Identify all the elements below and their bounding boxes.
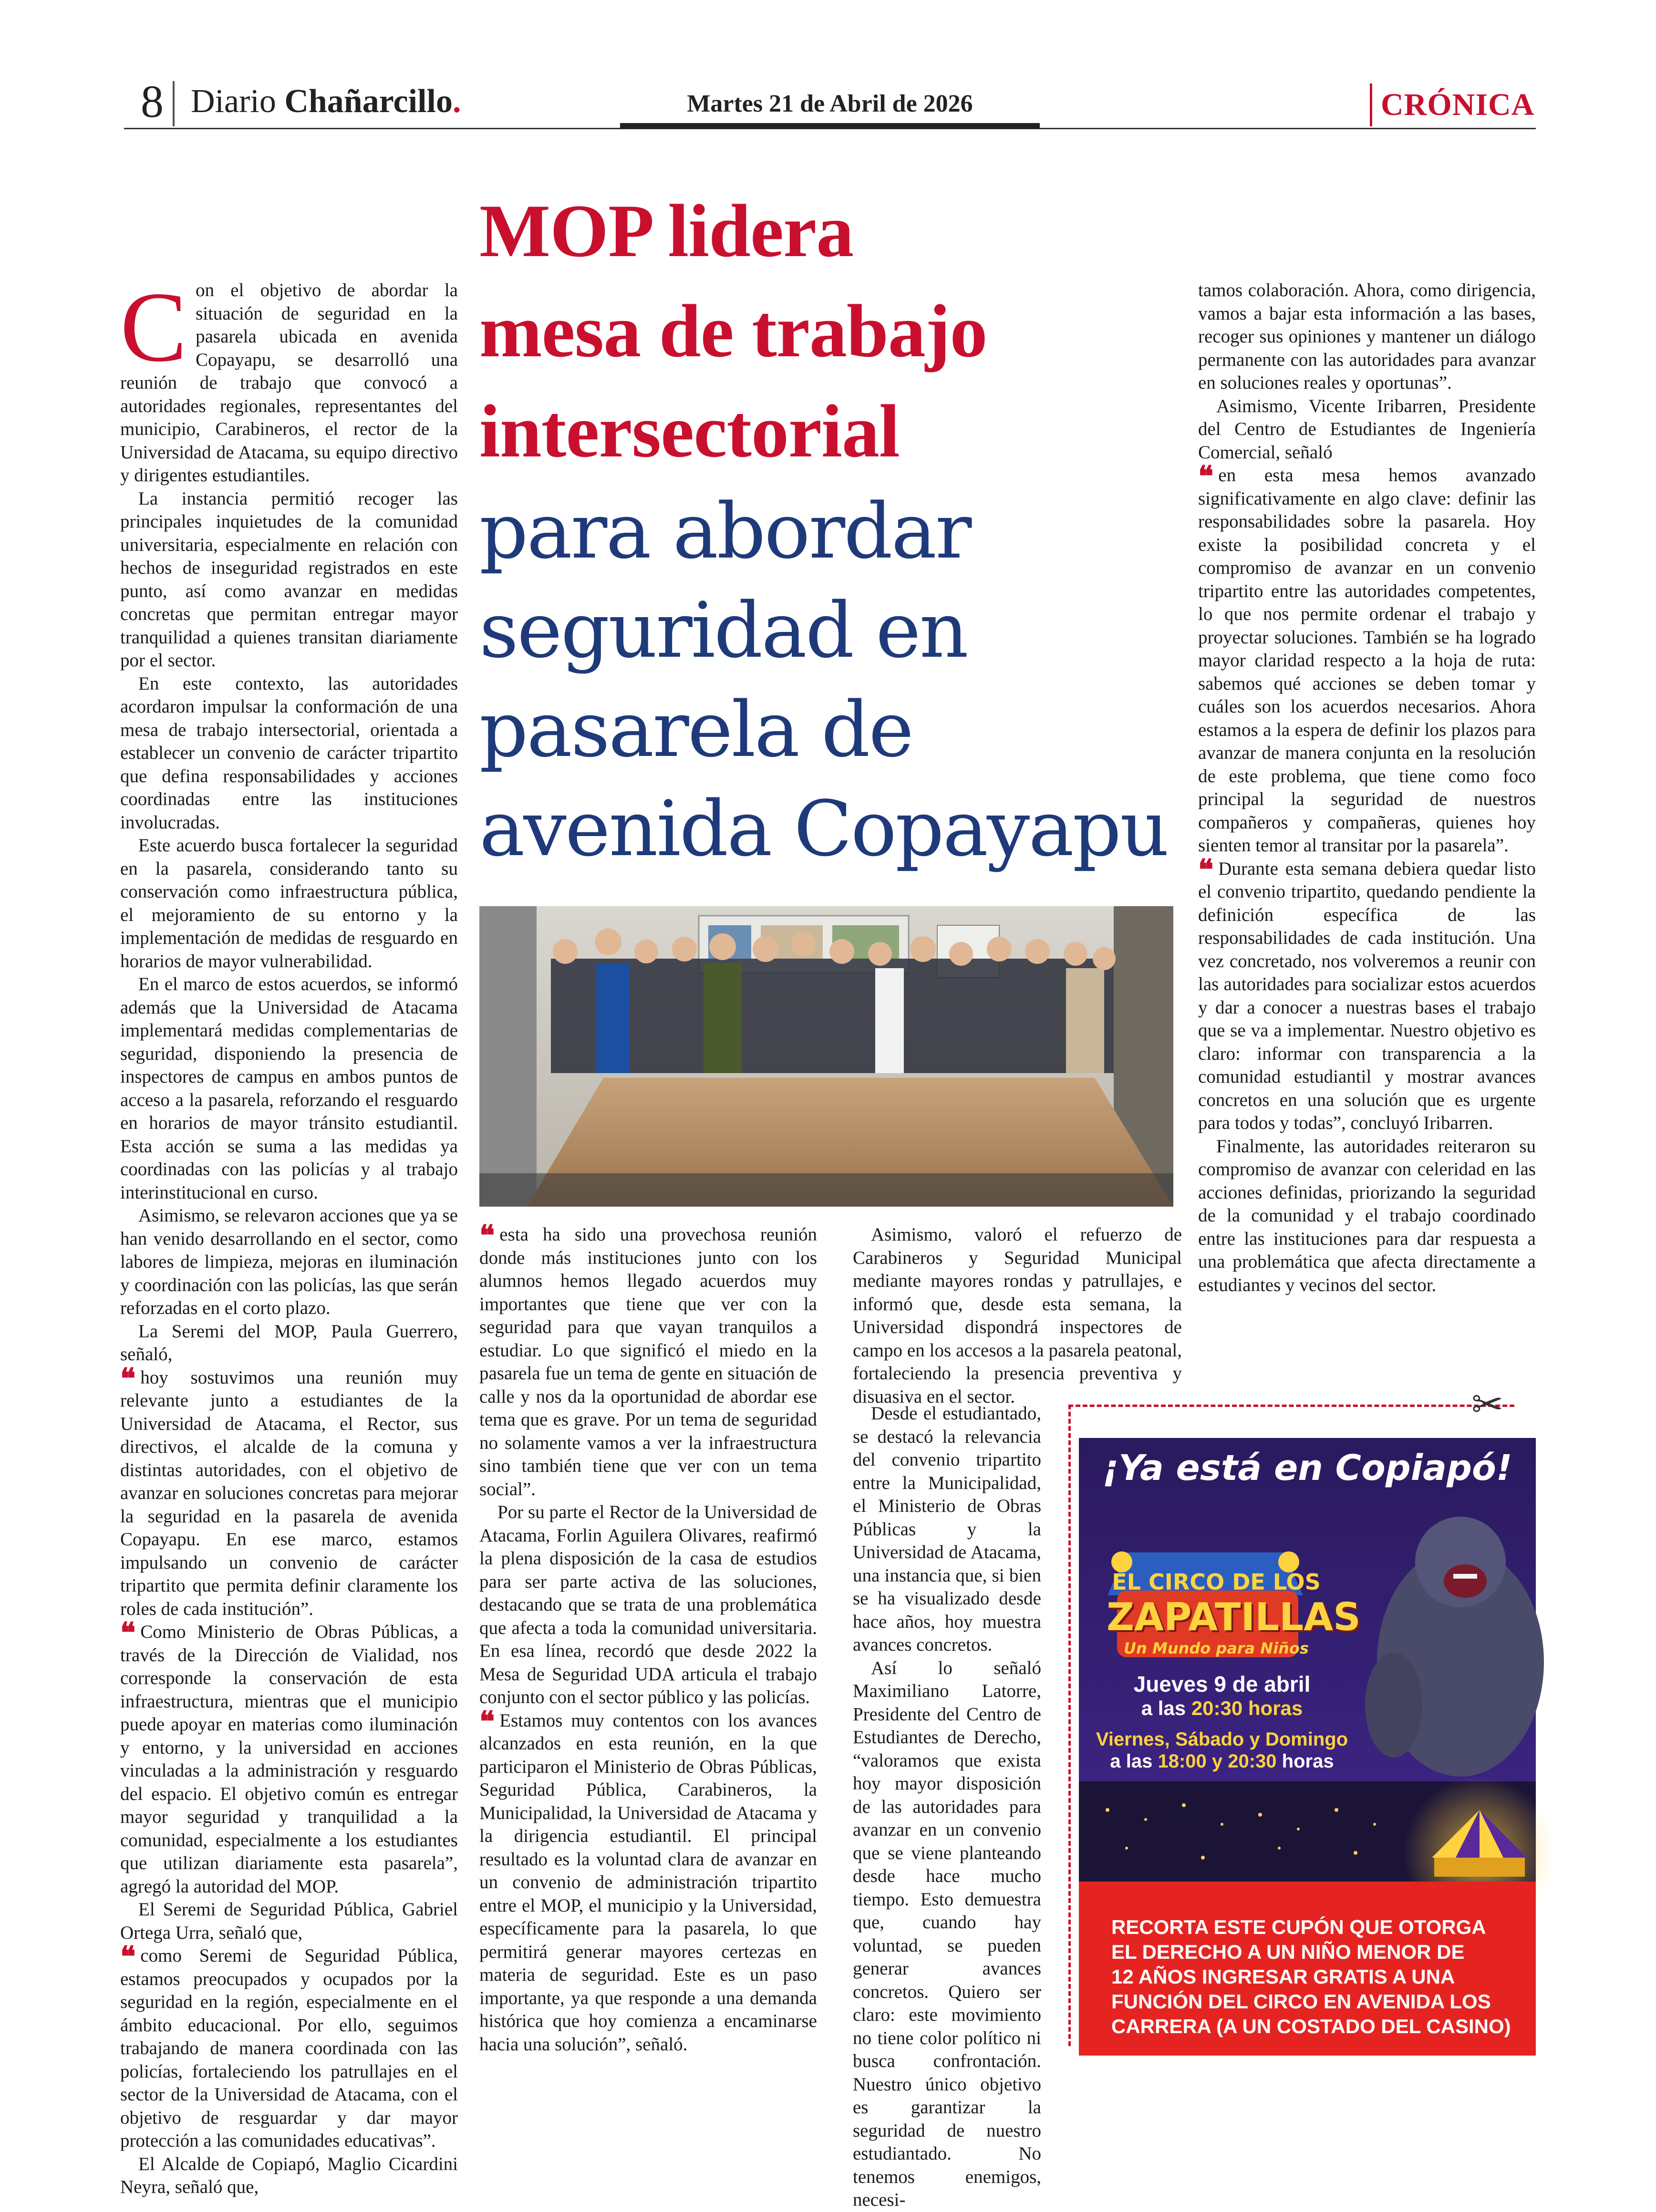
article-paragraph: El Alcalde de Copiapó, Maglio Cicardini Neyra, señaló que,	[120, 2153, 458, 2197]
section-divider	[1370, 83, 1372, 126]
quote-paragraph	[1198, 853, 1536, 1135]
quote-mark-icon: ❝	[120, 1940, 136, 1974]
quote-text: Estamos muy contentos con los avances alcanzados en esta reunión, en la que participaron el Ministerio de Obras Públicas, Seguridad Pública, Carabineros, la Municipalidad, la Universidad de Atacama y la dirigencia estudiantil. El principal resultado es la voluntad clara de avanzar en un convenio de administración tripartito entre el MOP, el municipio y la Universidad, específicamente para la pasarela, lo que permitirá generar mayores certezas en materia de seguridad. Este es un paso importante, ya que responde a una demanda histórica que hoy comienza a encaminarse hacia una solución”, señaló.	[479, 1710, 817, 2055]
circus-logo-tagline: Un Mundo para Niños	[1124, 1639, 1309, 1657]
circus-logo-name: ZAPATILLAS	[1107, 1595, 1361, 1639]
article-paragraph: En este contexto, las autoridades acordaron impulsar la conformación de una mesa de trabajo intersectorial, orientada a establecer un convenio de carácter tripartito que defina responsabilidades y acciones coordinadas entre las instituciones involucradas.	[120, 673, 458, 833]
schedule-suffix: horas	[1276, 1751, 1334, 1772]
headline-line: pasarela de	[479, 685, 913, 774]
schedule-weekend: Viernes, Sábado y Domingo	[1096, 1729, 1348, 1750]
quote-mark-icon: ❝	[479, 1219, 495, 1252]
article-column-4	[1198, 279, 1536, 1295]
quote-text: Durante esta semana debiera quedar listo el convenio tripartito, quedando pendiente la definición específica de las responsabilidades de cada institución. Una vez concretado, nos volveremos a reunir con las autoridades para socializar estos acuerdos y dar a conocer a nuestras bases el trabajo que se va a implementar. Nuestro objetivo es claro: informar con transparencia a la comunidad estudiantil y mostrar avances concretos en una solución que es urgente para todos y todas”, concluyó Iribarren.	[1198, 858, 1536, 1133]
group-photo	[479, 906, 1173, 1207]
coupon-terms-text: RECORTA ESTE CUPÓN QUE OTORGA EL DERECHO A UN NIÑO MENOR DE 12 AÑOS INGRESAR GRATIS A UNA FUNCIÓN DEL CIRCO EN AVENIDA LOS CARRERA (A UN COSTADO DEL CASINO)	[1111, 1916, 1511, 2037]
scissors-icon: ✂	[1471, 1382, 1504, 1426]
quote-text: como Seremi de Seguridad Pública, estamos preocupados y ocupados por la seguridad en la región, especialmente en el ámbito educacional. Por ello, seguimos trabajando de manera coordinada con las policías, fortaleciendo los patrullajes en el sector de la Universidad de Atacama, con el objetivo de resguardar y dar mayor protección a las comunidades educativas”.	[120, 1945, 458, 2151]
drop-cap: C	[120, 272, 187, 382]
schedule-hours: 18:00 y 20:30	[1158, 1751, 1277, 1772]
article-paragraph: Asimismo, valoró el refuerzo de Carabineros y Seguridad Municipal mediante mayores rondas y patrullajes, e informó que, desde esta semana, la Universidad dispondrá inspectores de campo en los accesos a la pasarela peatonal, fortaleciendo la presencia preventiva y disuasiva en el sector.	[853, 1224, 1182, 1407]
headline-red	[479, 181, 1180, 482]
headline-line: para abordar	[479, 486, 971, 576]
article-paragraph: En el marco de estos acuerdos, se informó además que la Universidad de Atacama implementará medidas complementarias de seguridad, disponiendo la presencia de inspectores de campus en ambos puntos de acceso a la pasarela, reforzando el resguardo en horarios de mayor tránsito estudiantil. Esta acción se suma a las medidas ya coordinadas con las policías y al trabajo interinstitucional en curso.	[120, 974, 458, 1203]
coupon-cut-line	[1068, 1405, 1071, 2046]
coupon-cut-line	[1068, 1405, 1514, 1407]
quote-mark-icon: ❝	[479, 1705, 495, 1738]
article-column-2	[479, 1219, 817, 2072]
quote-mark-icon: ❝	[120, 1362, 136, 1395]
quote-text: Como Ministerio de Obras Públicas, a través de la Dirección de Vialidad, nos corresponde la conservación de esta infraestructura, mientras que el municipio puede apoyar en materias como iluminación y entorno, y la universidad en acciones vinculadas a la administración y resguardo del espacio. El objetivo común es entregar mayor seguridad y tranquilidad a la comunidad, especialmente a los estudiantes que utilizan diariamente esta pasarela”, agregó la autoridad del MOP.	[120, 1622, 458, 1897]
quote-text: esta ha sido una provechosa reunión donde más instituciones junto con los alumnos hemos llegado acuerdos muy importantes que tiene que ver con la seguridad para que vayan tranquilos a estudiar. Lo que significó el miedo en la pasarela fue un tema de gente en situación de calle y nos da la oportunidad de abordar ese tema que es grave. Por un tema de seguridad no solamente vamos a ver la infraestructura sino también tiene que ver con un tema social”.	[479, 1224, 817, 1499]
ad-title: ¡Ya está en Copiapó!	[1102, 1447, 1512, 1488]
schedule-at: a las	[1110, 1751, 1158, 1772]
quote-paragraph	[479, 1705, 817, 2057]
headline-blue	[479, 482, 1180, 879]
quote-text: hoy sostuvimos una reunión muy relevante junto a estudiantes de la Universidad de Atacama, el Rector, sus directivos, el alcalde de la comuna y distintas autoridades, con el objetivo de avanzar en soluciones concretas para mejorar la seguridad en la pasarela de avenida Copayapu. En ese marco, estamos impulsando un convenio de carácter tripartito que permita definir claramente los roles de cada institución”.	[120, 1367, 458, 1619]
article-paragraph: La instancia permitió recoger las principales inquietudes de la comunidad universitaria, especialmente en relación con hechos de inseguridad registrados en este punto, así como avanzar en medidas concretas que permitan entregar mayor tranquilidad a quienes transitan diariamente por el sector.	[120, 488, 458, 671]
schedule-weekend-time	[1079, 1750, 1365, 1772]
headline-line: intersectorial	[479, 390, 900, 473]
quote-paragraph	[120, 1616, 458, 1898]
article-column-1	[120, 272, 458, 2197]
article-paragraph: Asimismo, se relevaron acciones que ya se han venido desarrollando en el sector, como labores de limpieza, mejoras en iluminación y coordinación con las policías, las que serán reforzadas en el corto plazo.	[120, 1205, 458, 1318]
group-photo-icon	[479, 906, 1173, 1207]
quote-mark-icon: ❝	[120, 1616, 136, 1650]
issue-date: Martes 21 de Abril de 2026	[687, 90, 973, 117]
headline-line: seguridad en	[479, 586, 967, 675]
quote-paragraph	[120, 1362, 458, 1621]
show-schedule	[1079, 1672, 1365, 1772]
quote-paragraph	[1198, 460, 1536, 858]
newspaper-logo	[191, 85, 461, 118]
article-paragraph: Asimismo, Vicente Iribarren, Presidente del Centro de Estudiantes de Ingeniería Comercial, señaló	[1198, 395, 1536, 463]
brand-name: Chañarcillo	[284, 83, 453, 120]
article-column-3-top	[853, 1223, 1182, 1407]
headline-line: avenida Copayapu	[479, 784, 1168, 873]
article-paragraph: Así lo señaló Maximiliano Latorre, Presidente del Centro de Estudiantes de Derecho, “valoramos que exista hoy mayor disposición de las autoridades para avanzar en un convenio que se viene planteando desde hace mucho tiempo. Esto demuestra que, cuando hay voluntad, se pueden generar avances concretos. Quiero ser claro: este movimiento no tiene color político ni busca confrontación. Nuestro único objetivo es garantizar la seguridad de nuestro estudiantado. No tenemos enemigos, necesi-	[853, 1657, 1041, 2210]
quote-mark-icon: ❝	[1198, 853, 1214, 887]
section-name: CRÓNICA	[1381, 87, 1535, 122]
brand-prefix: Diario	[191, 83, 285, 120]
quote-paragraph	[479, 1219, 817, 1501]
schedule-day: Jueves 9 de abril	[1133, 1672, 1311, 1696]
article-column-3-narrow	[853, 1402, 1041, 2210]
quote-mark-icon: ❝	[1198, 460, 1214, 493]
brand-dot: .	[452, 83, 461, 120]
paragraph-text: on el objetivo de abordar la situación de seguridad en la pasarela ubicada en avenida Copayapu, se desarrolló una reunión de trabajo que convocó a autoridades regionales, representantes del municipio, Carabineros, el rector de la Universidad de Atacama, su equipo directivo y dirigentes estudiantiles.	[120, 280, 458, 486]
article-paragraph: tamos colaboración. Ahora, como dirigencia, vamos a bajar esta información a las bases, recoger sus opiniones y mantener un diálogo permanente con las autoridades para avanzar en soluciones reales y oportunas”.	[1198, 280, 1536, 393]
article-paragraph: Este acuerdo busca fortalecer la seguridad en la pasarela, considerando tanto su conservación como infraestructura pública, el mejoramiento de su entorno y la implementación de medidas de resguardo en horarios de mayor vulnerabilidad.	[120, 835, 458, 972]
date-underline	[620, 123, 1040, 129]
circus-logo-top: EL CIRCO DE LOS	[1112, 1569, 1321, 1595]
article-paragraph: Desde el estudiantado, se destacó la relevancia del convenio tripartito entre la Municipalidad, el Ministerio de Obras Públicas y la Universidad de Atacama, una instancia que, si bien se ha visualizado desde hace años, hoy muestra avances concretos.	[853, 1403, 1041, 1655]
schedule-time	[1079, 1697, 1365, 1720]
headline-line: mesa de trabajo	[479, 289, 987, 373]
schedule-hour: 20:30 horas	[1191, 1696, 1303, 1719]
article-paragraph: La Seremi del MOP, Paula Guerrero, señaló,	[120, 1321, 458, 1364]
circus-logo	[1107, 1569, 1361, 1657]
article-paragraph: Finalmente, las autoridades reiteraron su compromiso de avanzar con celeridad en las acciones definidas, priorizando la seguridad de la comunidad y el trabajo coordinado entre las instituciones para dar respuesta a una problemática que afecta directamente a estudiantes y vecinos del sector.	[1198, 1136, 1536, 1295]
article-paragraph	[120, 272, 458, 487]
quote-text: en esta mesa hemos avanzado significativamente en algo clave: definir las responsabilidades sobre la pasarela. Hoy existe la posibilidad concreta y el compromiso de avanzar en un convenio tripartito entre las autoridades competentes, lo que nos permite ordenar el trabajo y proyectar soluciones. También se ha logrado mayor claridad respecto a la hoja de ruta: sabemos qué acciones se deben tomar y cuáles son los acuerdos necesarios. Ahora estamos a la espera de definir los plazos para avanzar de manera conjunta en la resolución de este problema, que tiene como foco principal la seguridad de nuestros compañeros y compañeras, quienes hoy sienten temor al transitar por la pasarela”.	[1198, 465, 1536, 856]
article-paragraph: Por su parte el Rector de la Universidad de Atacama, Forlin Aguilera Olivares, reafirmó la plena disposición de la casa de estudios para ser parte activa de las soluciones, destacando que se trata de una problemática que afecta a toda la comunidad universitaria. En esa línea, recordó que desde 2022 la Mesa de Seguridad UDA articula el trabajo conjunto con el sector público y las policías.	[479, 1502, 817, 1707]
headline-line: MOP lidera	[479, 189, 854, 273]
quote-paragraph	[120, 1940, 458, 2153]
page-number: 8	[141, 76, 164, 127]
article-paragraph: El Seremi de Seguridad Pública, Gabriel Ortega Urra, señaló que,	[120, 1899, 458, 1943]
header-divider	[173, 81, 175, 126]
schedule-at: a las	[1141, 1696, 1191, 1719]
